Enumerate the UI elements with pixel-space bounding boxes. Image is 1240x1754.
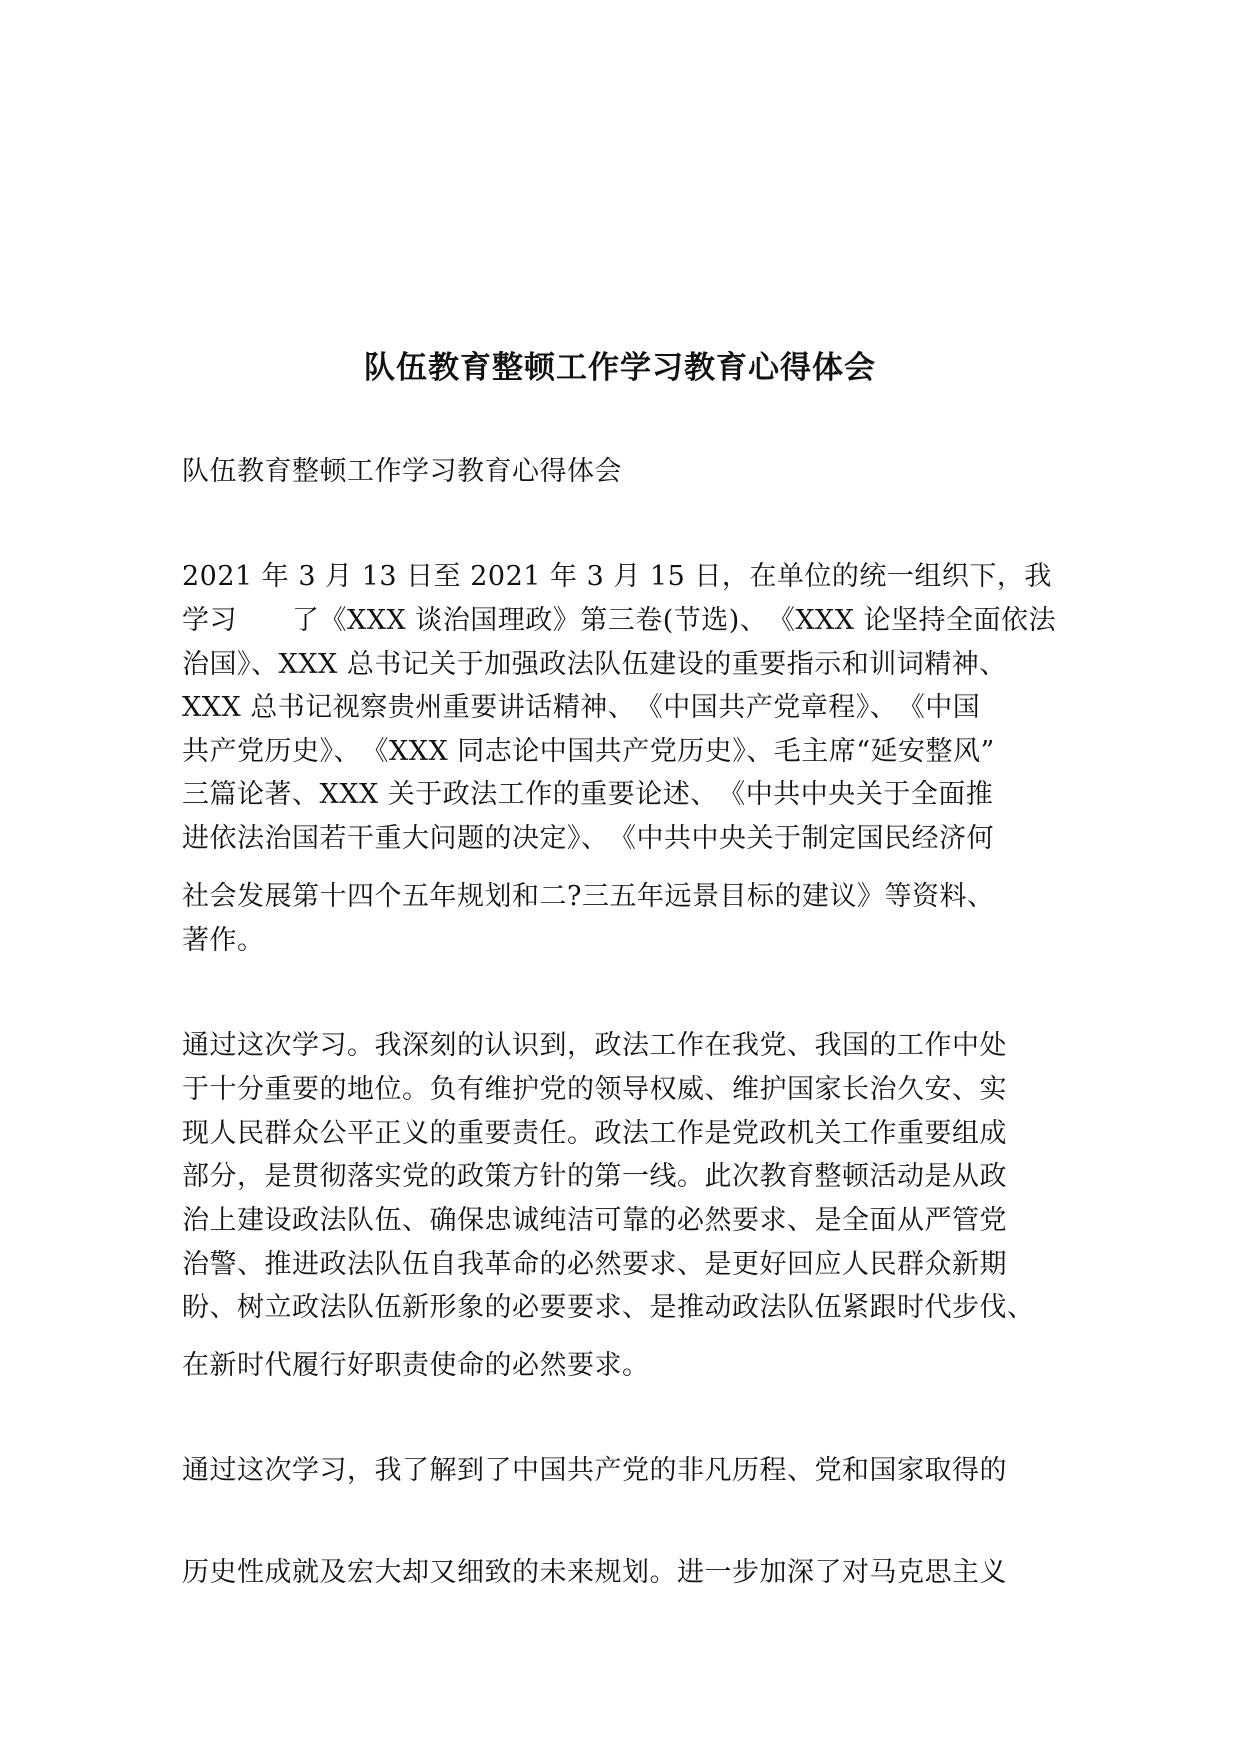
paragraph-line: 在新时代履行好职责使命的必然要求。 [182,1350,650,1381]
document-title: 队伍教育整顿工作学习教育心得体会 [364,350,876,386]
document-subtitle: 队伍教育整顿工作学习教育心得体会 [182,456,622,487]
paragraph-line: 部分，是贯彻落实党的政策方针的第一线。此次教育整顿活动是从政 [182,1161,1007,1192]
paragraph-line: 于十分重要的地位。负有维护党的领导权威、维护国家长治久安、实 [182,1074,1007,1105]
paragraph-line: 通过这次学习。我深刻的认识到，政法工作在我党、我国的工作中处 [182,1030,1007,1061]
paragraph-line: 治国》、XXX 总书记关于加强政法队伍建设的重要指示和训词精神、 [182,649,1007,680]
paragraph-line: 社会发展第十四个五年规划和二?三五年远景目标的建议》等资料、 [182,881,995,912]
paragraph-line: 历史性成就及宏大却又细致的未来规划。进一步加深了对马克思主义 [182,1557,1007,1588]
paragraph-line: 盼、树立政法队伍新形象的必要要求、是推动政法队伍紧跟时代步伐、 [182,1292,1035,1323]
paragraph-line: 进依法治国若干重大问题的决定》、 《中共中央关于制定国民经济何 [182,823,994,854]
paragraph-line: 2021 年 3 月 13 日至 2021 年 3 月 15 日，在单位的统一组织下，我 [182,561,1052,592]
paragraph-line: 三篇论著、XXX 关于政法工作的重要论述、 《中共中央关于全面推 [182,779,994,810]
paragraph-line: 著作。 [182,925,265,956]
paragraph-line: 共产党历史》、 《XXX 同志论中国共产党历史》、毛主席“延安整风” [182,736,995,767]
paragraph-line: 通过这次学习，我了解到了中国共产党的非凡历程、党和国家取得的 [182,1455,1007,1486]
paragraph-line: 学习 了《XXX 谈治国理政》第三卷(节选)、 《XXX 论坚持全面依法 [182,605,1057,636]
paragraph-line: 现人民群众公平正义的重要责任。政法工作是党政机关工作重要组成 [182,1118,1007,1149]
paragraph-line: 治警、推进政法队伍自我革命的必然要求、是更好回应人民群众新期 [182,1249,1007,1280]
paragraph-line: 治上建设政法队伍、确保忠诚纯洁可靠的必然要求、是全面从严管党 [182,1205,1007,1236]
paragraph-line: XXX 总书记视察贵州重要讲话精神、 《中国共产党章程》、 《中国 [182,692,981,723]
